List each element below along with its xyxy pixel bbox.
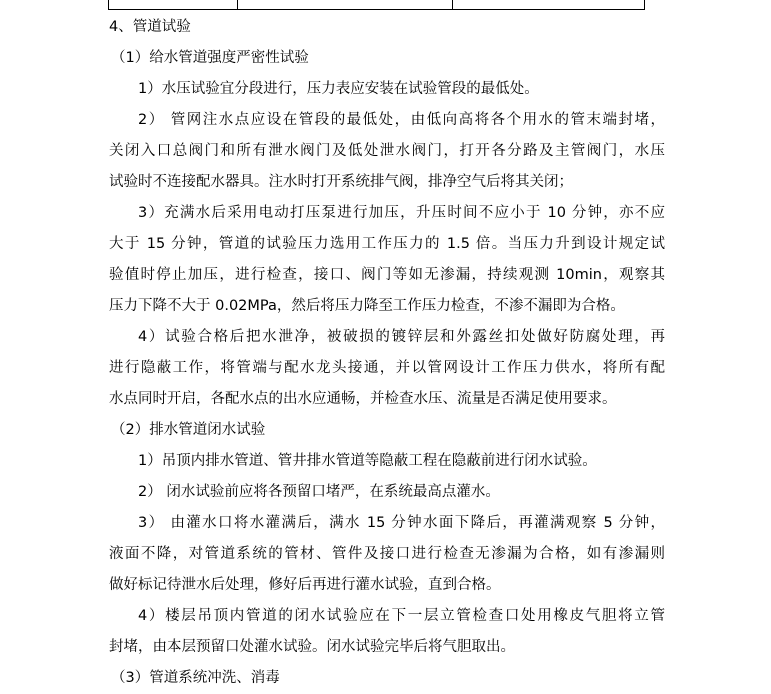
paragraph-line: 4）楼层吊顶内管道的闭水试验应在下一层立管检查口处用橡皮气胆将立管 [138,608,665,624]
paragraph-line: 验值时停止加压，进行检查，接口、阀门等如无渗漏，持续观测 10min，观察其 [109,267,665,283]
paragraph-line: 试验时不连接配水器具。注水时打开系统排气阀，排净空气后将其关闭； [109,174,573,190]
paragraph-line: 3） 由灌水口将水灌满后，满水 15 分钟水面下降后，再灌满观察 5 分钟， [138,515,665,531]
paragraph-line: 2） 闭水试验前应将各预留口堵严，在系统最高点灌水。 [138,484,500,500]
paragraph-line: 封堵，由本层预留口处灌水试验。闭水试验完毕后将气胆取出。 [109,639,515,655]
paragraph-line: 压力下降不大于 0.02MPa，然后将压力降至工作压力检查，不渗不漏即为合格。 [109,298,625,314]
subsection-title-flushing: （3）管道系统冲洗、消毒 [111,670,280,686]
paragraph-line: 大于 15 分钟，管道的试验压力选用工作压力的 1.5 倍。当压力升到设计规定试 [109,236,665,252]
table-column-divider [452,0,453,10]
paragraph-line: 进行隐蔽工作，将管端与配水龙头接通，并以管网设计工作压力供水，将所有配 [109,360,665,376]
paragraph-line: 做好标记待泄水后处理，修好后再进行灌水试验，直到合格。 [109,577,501,593]
subsection-title-drainage: （2）排水管道闭水试验 [111,422,266,438]
section-heading: 4、管道试验 [109,19,191,35]
table-column-divider [237,0,238,10]
paragraph-line: 液面不降，对管道系统的管材、管件及接口进行检查无渗漏为合格，如有渗漏则 [109,546,665,562]
paragraph-line: 1）水压试验宜分段进行，压力表应安装在试验管段的最低处。 [138,81,539,97]
table-bottom-edge [108,0,645,10]
paragraph-line: 关闭入口总阀门和所有泄水阀门及低处泄水阀门，打开各分路及主管阀门，水压 [109,143,665,159]
paragraph-line: 2） 管网注水点应设在管段的最低处，由低向高将各个用水的管末端封堵， [138,112,665,128]
subsection-title-water-supply: （1）给水管道强度严密性试验 [111,50,309,66]
paragraph-line: 3）充满水后采用电动打压泵进行加压，升压时间不应小于 10 分钟，亦不应 [138,205,665,221]
paragraph-line: 水点同时开启，各配水点的出水应通畅，并检查水压、流量是否满足使用要求。 [109,391,617,407]
paragraph-line: 4）试验合格后把水泄净，被破损的镀锌层和外露丝扣处做好防腐处理，再 [138,329,665,345]
paragraph-line: 1）吊顶内排水管道、管井排水管道等隐蔽工程在隐蔽前进行闭水试验。 [138,453,597,469]
document-body [109,12,665,694]
